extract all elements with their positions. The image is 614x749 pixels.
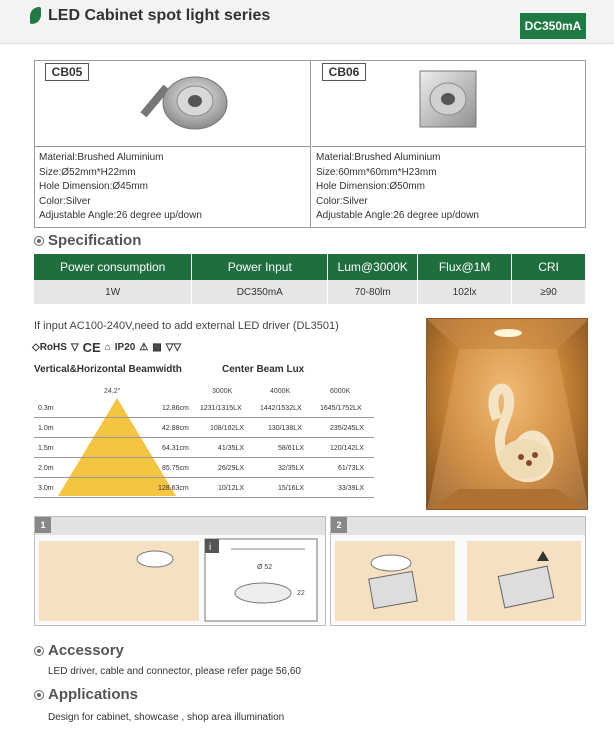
- installation-step-2: [330, 516, 586, 626]
- table-row: 3.0m 128.63cm 10/12LX 15/16LX 33/39LX: [34, 480, 374, 498]
- table-row: 1.5m 64.31cm 41/35LX 58/61LX 120/142LX: [34, 440, 374, 458]
- page-title: LED Cabinet spot light series: [48, 7, 271, 24]
- table-row: 2.0m 85.75cm 26/29LX 32/35LX 61/73LX: [34, 460, 374, 478]
- table-row: [34, 280, 586, 304]
- swan-figurine-image: [427, 319, 588, 510]
- specification-heading: Specification: [34, 232, 141, 249]
- ce-icon: CE: [82, 340, 101, 355]
- column-header: Power consumption: [34, 254, 192, 280]
- leaf-logo-icon: [30, 7, 41, 24]
- install-drawing-cb06: [331, 535, 585, 627]
- product-cards: [34, 60, 586, 228]
- lux-title: Center Beam Lux: [222, 364, 305, 375]
- warning-icon: ⚠: [139, 342, 149, 353]
- bullet-icon: [34, 646, 44, 656]
- rohs-icon: ◇RoHS: [32, 342, 67, 353]
- product-specs: Material:Brushed Aluminium Size:60mm*60mm*H23mm Hole Dimension:Ø50mm Color:Silver Adjustable Angle:26 degree up/down: [316, 152, 479, 222]
- applications-heading: Applications: [34, 686, 138, 703]
- product-card-cb06: [312, 61, 586, 227]
- column-header: Lum@3000K: [328, 254, 418, 280]
- accessory-text: LED driver, cable and connector, please refer page 56,60: [48, 666, 301, 677]
- class-icon: ▽: [70, 342, 79, 353]
- beam-diagram: [34, 388, 374, 500]
- applications-text: Design for cabinet, showcase , shop area illumination: [48, 712, 285, 723]
- driver-note: If input AC100-240V,need to add external LED driver (DL3501): [34, 320, 339, 332]
- accessory-heading: Accessory: [34, 642, 124, 659]
- diameter-label: Ø 52: [257, 564, 273, 571]
- step-number: 1: [35, 517, 51, 533]
- voltage-badge: DC350mA: [520, 13, 586, 39]
- certification-icons: [32, 340, 181, 355]
- column-header: Flux@1M: [418, 254, 512, 280]
- table-cell: DC350mA: [192, 280, 328, 304]
- table-cell: ≥90: [512, 280, 586, 304]
- bullet-icon: [34, 236, 44, 246]
- installation-step-1: [34, 516, 326, 626]
- table-row: 0.3m 12.86cm 1231/1315LX 1442/1532LX 1645/1752LX: [34, 400, 374, 418]
- install-drawing-cb05: [35, 535, 325, 627]
- column-header: 3000K: [212, 388, 233, 395]
- beam-angle-label: 24.2°: [104, 388, 121, 395]
- table-cell: 102lx: [418, 280, 512, 304]
- column-header: 4000K: [270, 388, 291, 395]
- indoor-icon: ⌂: [104, 342, 111, 353]
- specification-table: [34, 254, 586, 304]
- application-photo: [426, 318, 588, 510]
- info-icon: i: [209, 542, 212, 553]
- column-header: Power Input: [192, 254, 328, 280]
- ww-icon: ▽▽: [165, 342, 182, 353]
- step-number: 2: [331, 517, 347, 533]
- table-cell: 70-80lm: [328, 280, 418, 304]
- column-header: 6000K: [330, 388, 351, 395]
- table-cell: 1W: [34, 280, 192, 304]
- product-code: CB05: [45, 63, 89, 81]
- bullet-icon: [34, 690, 44, 700]
- beamwidth-title: Vertical&Horizontal Beamwidth: [34, 364, 182, 375]
- height-label: 22: [297, 590, 305, 597]
- product-specs: Material:Brushed Aluminium Size:Ø52mm*H22mm Hole Dimension:Ø45mm Color:Silver Adjustable Angle:26 degree up/down: [39, 152, 202, 222]
- product-card-cb05: [35, 61, 311, 227]
- column-header: CRI: [512, 254, 586, 280]
- ip20-icon: IP20: [114, 342, 136, 353]
- table-row: 1.0m 42.88cm 108/102LX 130/138LX 235/245LX: [34, 420, 374, 438]
- weee-icon: ▩: [152, 342, 162, 353]
- table-header-row: [34, 254, 586, 280]
- product-code: CB06: [322, 63, 366, 81]
- page-header: [0, 0, 614, 44]
